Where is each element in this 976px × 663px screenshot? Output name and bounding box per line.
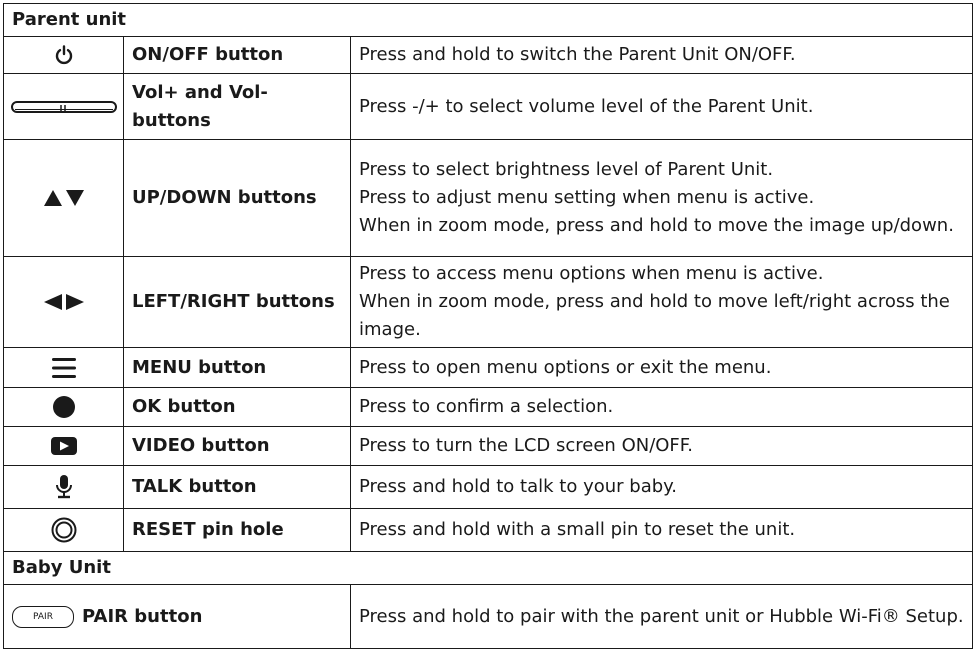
control-description: Press and hold with a small pin to reset the unit.: [351, 509, 973, 552]
icon-cell: [4, 466, 124, 509]
icon-cell: [4, 388, 124, 427]
table-row: [4, 257, 973, 348]
control-description: Press and hold to switch the Parent Unit ON/OFF.: [351, 37, 973, 74]
icon-cell: [4, 427, 124, 466]
control-name: ON/OFF button: [124, 37, 351, 74]
table-row: [4, 348, 973, 388]
control-name: TALK button: [124, 466, 351, 509]
table-row: [4, 388, 973, 427]
control-name: RESET pin hole: [124, 509, 351, 552]
table-row: [4, 140, 973, 257]
left-right-arrows-icon: [43, 293, 85, 311]
video-icon: [51, 436, 77, 456]
pair-name-cell: [4, 585, 351, 649]
control-description: Press to confirm a selection.: [351, 388, 973, 427]
section-title-parent: Parent unit: [4, 4, 973, 37]
up-down-arrows-icon: [43, 189, 85, 207]
table-row: [4, 585, 973, 649]
table-row: [4, 37, 973, 74]
control-name: VIDEO button: [124, 427, 351, 466]
control-description: Press to select brightness level of Parent Unit. Press to adjust menu setting when menu is active. When in zoom mode, press and hold to move the image up/down.: [351, 140, 973, 257]
microphone-icon: [54, 474, 74, 500]
table-row: [4, 509, 973, 552]
icon-cell: [4, 37, 124, 74]
icon-cell: [4, 140, 124, 257]
table-row: [4, 74, 973, 140]
icon-cell: [4, 257, 124, 348]
control-name: LEFT/RIGHT buttons: [124, 257, 351, 348]
control-name: PAIR button: [82, 605, 203, 627]
ok-dot-icon: [52, 395, 76, 419]
table-row: [4, 466, 973, 509]
section-title-baby: Baby Unit: [4, 552, 973, 585]
section-row-baby: [4, 552, 973, 585]
reset-pinhole-icon: [51, 517, 77, 543]
pair-button-icon: PAIR: [12, 606, 74, 628]
control-name: OK button: [124, 388, 351, 427]
control-name: Vol+ and Vol- buttons: [124, 74, 351, 140]
control-description: Press -/+ to select volume level of the Parent Unit.: [351, 74, 973, 140]
icon-cell: [4, 74, 124, 140]
control-description: Press to access menu options when menu is active. When in zoom mode, press and hold to move left/right across the image.: [351, 257, 973, 348]
controls-table: [3, 3, 973, 649]
volume-rocker-icon: [11, 100, 117, 114]
icon-cell: [4, 509, 124, 552]
control-name: MENU button: [124, 348, 351, 388]
control-description: Press to turn the LCD screen ON/OFF.: [351, 427, 973, 466]
icon-cell: [4, 348, 124, 388]
power-icon: [54, 45, 74, 65]
table-row: [4, 427, 973, 466]
control-description: Press and hold to talk to your baby.: [351, 466, 973, 509]
section-row-parent: [4, 4, 973, 37]
control-description: Press and hold to pair with the parent unit or Hubble Wi-Fi® Setup.: [351, 585, 973, 649]
control-description: Press to open menu options or exit the menu.: [351, 348, 973, 388]
control-name: UP/DOWN buttons: [124, 140, 351, 257]
menu-icon: [52, 357, 76, 379]
